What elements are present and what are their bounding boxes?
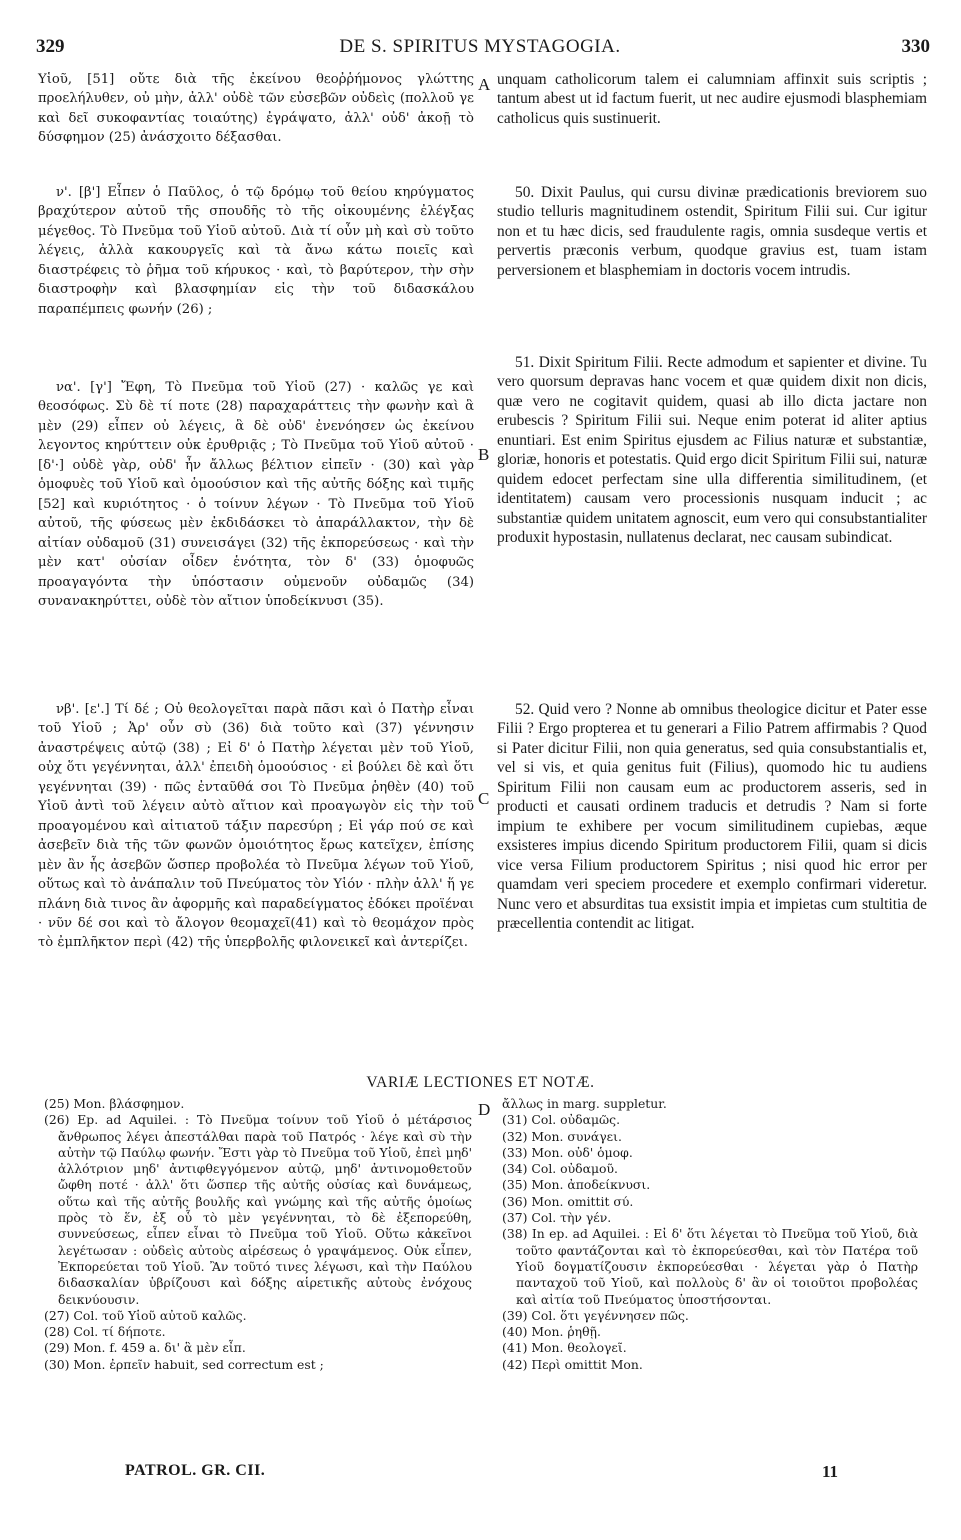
greek-paragraph [38,70,474,148]
running-header [30,36,930,60]
latin-paragraph-text: 50. Dixit Paulus, qui cursu divinæ prædicationis breviorem suo studio telluris magnitudinem ostendit, Spiritum Filii sui. Cur igitur non et tu hæc dicis, sed fraudulente ragis, omnia susdeque vertis et pervertis præconis verbum, quodque gravius est, tuam istam perversionem et blasphemiam in doctoris vocem intrudis. [497,184,927,279]
note-item: (27) Col. τοῦ Υἱοῦ αὐτοῦ καλῶς. [44,1307,247,1323]
note-item: (30) Mon. ἐρπεῖν habuit, sed correctum est ; [44,1356,324,1372]
greek-paragraph [38,700,474,953]
greek-paragraph [38,378,474,611]
right-page-number: 330 [901,36,930,57]
running-title: DE S. SPIRITUS MYSTAGOGIA. [339,36,621,57]
page-footer [0,1462,961,1486]
note-item: (32) Mon. συνάγει. [502,1128,622,1144]
greek-paragraph-text: Υἱοῦ, [51] οὔτε διὰ τῆς ἐκείνου θεοῤῥήμονος γλώττης προελήλυθεν, οὐ μὴν, ἀλλ' οὐδὲ τῶν εὐσεβῶν οὐδεὶς (πολλοῦ γε καὶ δεῖ συκοφαντίας τοιαύτης) ἐγράψατο, ἀλλ' οὐδ' ἀκοῇ τὸ δύσφημον (25) ἀνάσχοιτο δέξασθαι. [38,72,474,146]
note-item: (31) Col. οὐδαμῶς. [502,1112,621,1128]
note-item: (26) Ep. ad Aquilei. : Τὸ Πνεῦμα τοίνυν τοῦ Υἱοῦ ὁ μέτάρσιος ἄνθρωπος λέγει ἀπεστάλθαι παρὰ τοῦ Πατρός · λέγε καὶ σὺ τὴν αὐτὴν τῷ Παύλῳ φωνήν. Ἔστι γὰρ τὸ Πνεῦμα τοῦ Υἱοῦ, ἐπεὶ μηδ' ἀλλότριον μηδ' ἀντιφθεγγόμενον αὐτῷ, μηδ' ἀντινομοθετοῦν ὤφθη ποτέ · ἀλλ' ὅτι ὥσπερ τῆς αὐτῆς οὐσίας καὶ δυνάμεως, οὕτω καὶ τῆς αὐτῆς βουλῆς καὶ γνώμης καὶ τῆς αὐτῆς ὁμοίως πρὸς τὸ ἕν, ἐξ οὗ τὸ μὲν γεγέννηται, τὸ δὲ ἐξεπορεύθη, συννεύσεως, εἶπεν εἶναι τὸ Πνεῦμα τοῦ Υἱοῦ. Οὕτω κἀκεῖνοι λεγέτωσαν : οὐδεὶς αὐτοὺς αἱρέσεως ὁ γραψάμενος. Οὐκ εἶπεν, Ἐκπορεύεται τοῦ Υἱοῦ. Ἂν τοῦτό τινες λέγωσι, καὶ τὴν Παύλου διδασκαλίαν ὑβρίζουσι καὶ δόξης αἱρετικῆς αὐτοὺς ἐνόχους δεικνύουσιν. [44,1112,472,1307]
margin-marker: B [478,445,490,464]
latin-paragraph-text: 51. Dixit Spiritum Filii. Recte admodum et sapienter et divine. Tu vero quorsum depravas hanc vocem et quæ quidem dixit non dicis, quæ vero ne cogitavit quidem, quasi ab illo dicta jactare non erubescis ? Spiritum Filii sui. Neque enim poterat id aliter aptius enuntiari. Est enim Spiritus ejusdem ac Filius naturæ et substantiæ, gloriæ, honoris et potestatis. Quid ergo dicit Spiritum Filii sui, naturæ quidem edocet perfectam sine ulla differentia similitudinem, (et identitatem) causam vero processionis nusquam inducit ; ac substantiæ quidem unitatem agnoscit, eum vero qui consubstantialiter produxit hypostasin, nullatenus declarat, nec causam subindicat. [497,354,927,547]
note-item: (33) Mon. οὐδ' ὁμοφ. [502,1144,633,1160]
notes-right-column [498,1096,918,1373]
note-item: (42) Περὶ omittit Mon. [502,1356,643,1372]
note-item: (37) Col. τὴν γέν. [502,1210,612,1226]
margin-marker: D [478,1100,491,1119]
latin-paragraph [497,183,927,280]
note-item: (40) Mon. ῥηθῇ. [502,1324,601,1340]
note-item: ἄλλως in marg. suppletur. [502,1096,667,1111]
note-item: (35) Mon. ἀποδείκνυσι. [502,1177,651,1193]
greek-paragraph [38,183,474,319]
folio-number: 11 [822,1462,839,1481]
latin-paragraph-text: unquam catholicorum talem ei calumniam affinxit suis scriptis ; tantum abest ut id factum fuerit, ut nec audire ejusmodi blasphemiam catholicus quis sustinuerit. [497,71,927,127]
left-page-number: 329 [36,36,65,57]
latin-paragraph [497,353,927,548]
notes-heading: VARIÆ LECTIONES ET NOTÆ. [366,1074,595,1091]
note-item: (36) Mon. omittit σύ. [502,1193,634,1209]
note-item: (29) Mon. f. 459 a. δι' ἃ μὲν εἶπ. [44,1340,246,1356]
note-item: (39) Col. ὅτι γεγέννησεν πῶς. [502,1307,689,1323]
note-item: (34) Col. οὐδαμοῦ. [502,1161,618,1177]
latin-paragraph-text: 52. Quid vero ? Nonne ab omnibus theologice dicitur et Pater esse Filii ? Ergo propterea et tu generari a Filio Patrem affirmabis ? Quod si Pater dicitur Filii, non quia generatus, sed quia consubstantialis et, vel si vis, et quia genitus fuit (Filius), quomodo hic tu audiens Spiritum Filii non causam eum ac productorem asseris, sed in producti et causati ordinem traducis et detrudis ? Nam si forte impium te exhibere per vocum similitudinem cupiebas, æque exsisteres impius dicendo Spiritum productorem Filii, quam si dicis vice versa Filium productorem Spiritus ; nisi quod hic error per quamdam veri speciem procedere et exemplo confirmari videretur. Nunc vero et absurditas tua exsistit impia et impietas cum stultitia de præcellentia contendit ac litigat. [497,701,927,932]
margin-marker: C [478,789,490,808]
note-item: (38) In ep. ad Aquilei. : Εἰ δ' ὅτι λέγεται τὸ Πνεῦμα τοῦ Υἱοῦ, διὰ τοῦτο φαντάζονται καὶ τὸ ἐκπορεύεσθαι, καὶ τὸν Πατέρα τοῦ Υἱοῦ δογματίζουσιν ἐκπορεύεσθαι · λέγεται γὰρ ὁ Πατὴρ πανταχοῦ τοῦ Υἱοῦ, καὶ πολλοὺς δ' ἂν οἱ τοιοῦτοι προβολέας καὶ αἰτία τοῦ Πνεύματος ὑποστήσονται. [502,1226,918,1307]
notes-left-column [40,1096,472,1373]
greek-paragraph-text: ν'. [β'] Εἶπεν ὁ Παῦλος, ὁ τῷ δρόμῳ τοῦ θείου κηρύγματος βραχύτερον αὐτοῦ τῆς σπουδῆς τὸ τῆς οἰκουμένης ἐλέγξας μέγεθος. Τὸ Πνεῦμα τοῦ Υἱοῦ αὐτοῦ. Διὰ τί οὖν μὴ καὶ σὺ τοῦτο λέγεις, ἀλλὰ κακουργεῖς καὶ τὰ ἄνω κάτω ποιεῖς καὶ διαστρέφεις τὸ ῥῆμα τοῦ κήρυκος · καὶ, τὸ βαρύτερον, τὴν σὴν διαστροφὴν καὶ βλασφημίαν εἰς τὴν τοῦ διδασκάλου παραπέμπεις φωνήν (26) ; [38,185,474,317]
note-item: (28) Col. τί δήποτε. [44,1324,166,1340]
greek-paragraph-text: νβ'. [ε'.] Τί δέ ; Οὐ θεολογεῖται παρὰ πᾶσι καὶ ὁ Πατὴρ εἶναι τοῦ Υἱοῦ ; Ἀρ' οὖν σὺ (36) διὰ τοῦτο καὶ (37) γέννησιν ἀναστρέψεις αὐτῷ (38) ; Εἰ δ' ὁ Πατὴρ λέγεται μὲν τοῦ Υἱοῦ, οὐχ ὅτι γεγέννηται, ἀλλ' ἐπειδὴ ὁμοούσιος · εἰ βούλει δὲ καὶ ὅτι γεγέννηται (39) · πῶς ἐνταῦθά σοι Τὸ Πνεῦμα ῥηθὲν (40) τοῦ Υἱοῦ ἀντὶ τοῦ λέγειν αὐτὸ αἴτιον καὶ προαγωγὸν εἰς τὴν τοῦ προαγομένου καὶ αἰτιατοῦ τάξιν παρεσύρη ; Εἰ γάρ πού σε καὶ ἀσεβεῖν διὰ τῆς τῶν φωνῶν ὁμοιότητος ἔρως κατεῖχεν, ἐπίσης μὲν ἂν ἧς ἀσεβῶν ὥσπερ προβολέα τὸ Πνεῦμα λέγων τοῦ Υἱοῦ, οὕτως καὶ τὸ ἀνάπαλιν τοῦ Πνεύματος τὸν Υἱόν · πλὴν ἀλλ' ἥ γε πλάνη διὰ τινος ἂν ἀφορμῆς καὶ παραδείγματος ἐδόκει προϊέναι · νῦν δέ σοι καὶ τὸ ἄλογον θεομαχεῖ(41) καὶ τὸ θεομάχον πρὸς τὸ ἐμπλῆκτον περὶ (42) τῆς ὑπερβολῆς φιλονεικεῖ καὶ ἀντερίζει. [38,702,474,951]
margin-marker: A [478,75,491,94]
latin-paragraph [497,70,927,128]
note-item: (41) Mon. θεολογεῖ. [502,1340,627,1356]
note-item: (25) Mon. βλάσφημον. [44,1096,185,1111]
latin-paragraph [497,700,927,933]
greek-paragraph-text: να'. [γ'] Ἔφη, Τὸ Πνεῦμα τοῦ Υἱοῦ (27) · καλῶς γε καὶ θεοσόφως. Σὺ δὲ τί ποτε (28) παραχαράττεις τὴν φωνὴν καὶ ἃ μὲν (29) εἶπεν οὐ λέγεις, ἃ δὲ οὐδ' ἐνενόησεν ὡς ἐκείνου λεγοντος κηρύττειν οὐκ ἐρυθριᾷς ; Τὸ Πνεῦμα τοῦ Υἱοῦ αὐτοῦ · [δ'·] οὐδὲ γὰρ, οὐδ' ἦν ἄλλως βέλτιον εἰπεῖν · (30) καὶ γὰρ ὁμοφυὲς τοῦ Υἱοῦ καὶ ὁμοούσιον καὶ τῆς αὐτῆς δόξης καὶ τιμῆς [52] καὶ κυριότητος · ὁ τοίνυν λέγων · Τὸ Πνεῦμα τοῦ Υἱοῦ αὐτοῦ, τῆς φύσεως μὲν ἐκδιδάσκει τὸ ἀπαράλλακτον, τὴν δὲ αἰτίαν οὐδαμοῦ (31) συνεισάγει (32) τῆς ἐκπορεύσεως · καὶ τὴν μὲν κατ' οὐσίαν οἶδεν ἑνότητα, τὸν δ' (33) ὁμοφυῶς προαγαγόντα τὴν ὑπόστασιν οὐμενοῦν οὐδαμῶς (34) συνανακηρύττει, οὐδὲ τὸν αἴτιον ὑποδείκνυσι (35). [38,380,474,609]
signature-mark: PATROL. GR. CII. [125,1462,266,1479]
